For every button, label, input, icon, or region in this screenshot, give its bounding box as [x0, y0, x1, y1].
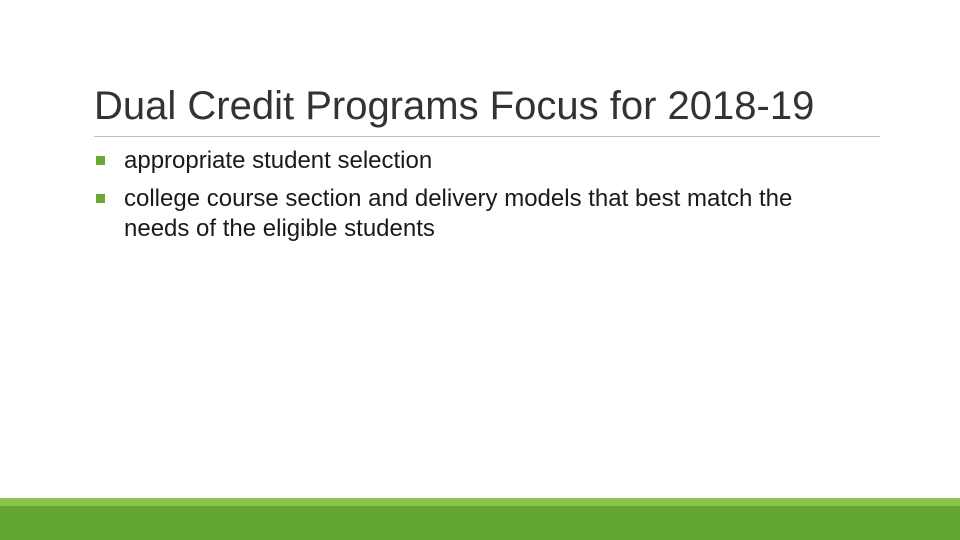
bullet-text: appropriate student selection: [124, 147, 433, 174]
bullet-list: [94, 146, 854, 252]
slide-title: Dual Credit Programs Focus for 2018-19: [94, 84, 815, 128]
title-divider: [94, 136, 880, 137]
bullet-item: [94, 146, 854, 176]
bullet-item: [94, 184, 854, 244]
footer-bar: [0, 506, 960, 540]
square-bullet-icon: [96, 156, 105, 165]
square-bullet-icon: [96, 194, 105, 203]
footer-accent-stripe: [0, 498, 960, 506]
bullet-text: college course section and delivery models that best match the needs of the eligible students: [124, 185, 793, 242]
